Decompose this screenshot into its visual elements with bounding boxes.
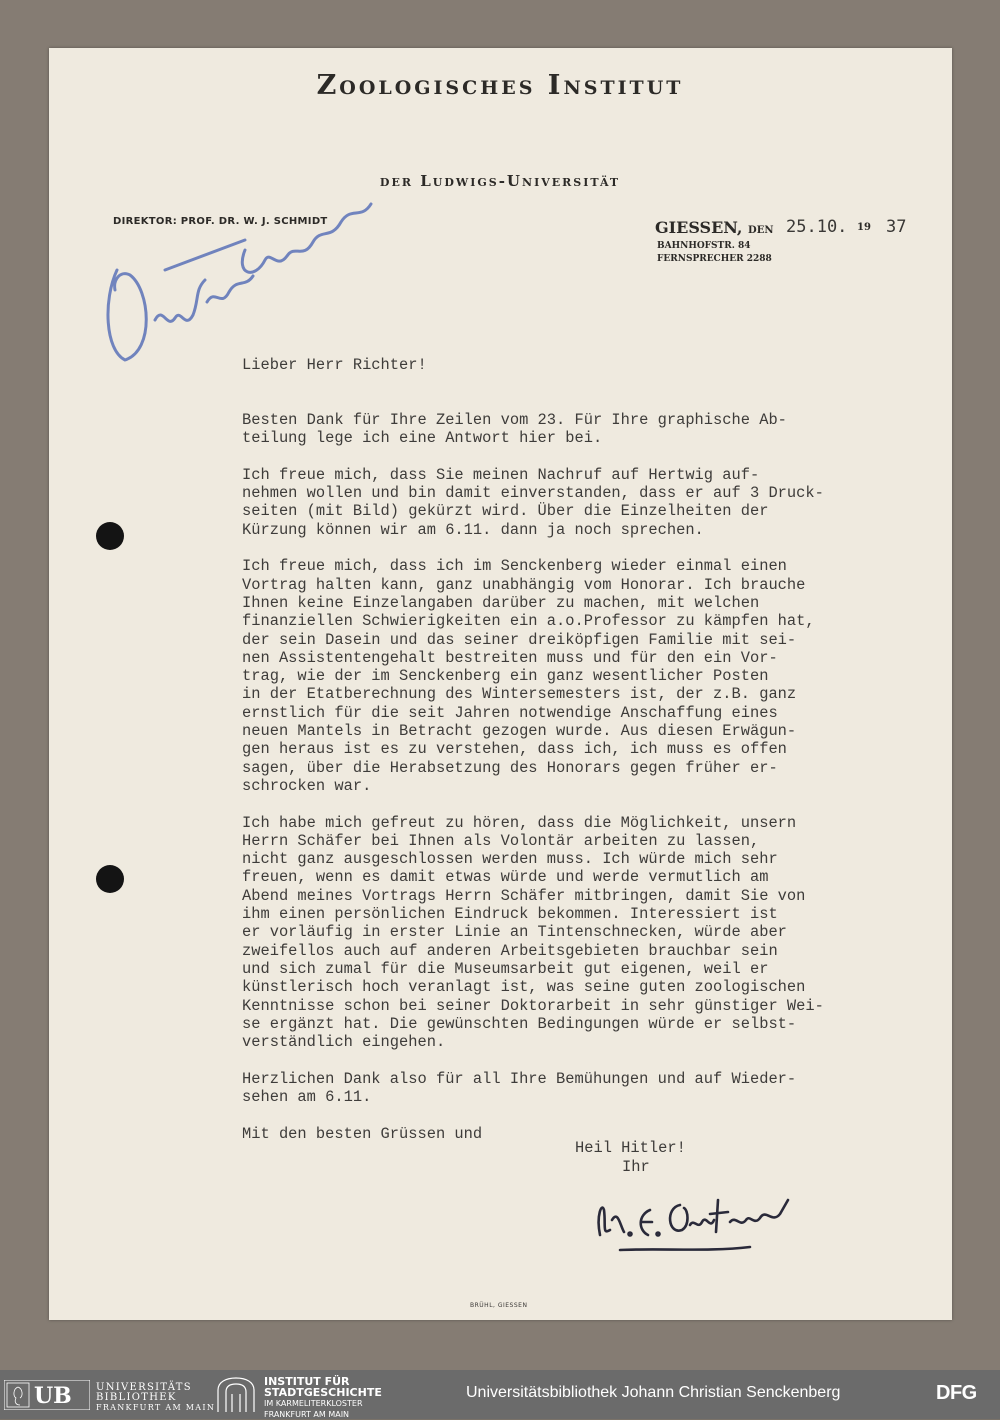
dfg-logo[interactable]: DFG <box>936 1382 977 1404</box>
letterhead-subtitle: der Ludwigs-Universität <box>379 172 621 190</box>
svg-text:UB: UB <box>34 1383 72 1409</box>
signature <box>590 1190 830 1260</box>
ub-logo-text: UNIVERSITÄTS BIBLIOTHEK FRANKFURT AM MAIN <box>96 1382 216 1412</box>
letter-body: Besten Dank für Ihre Zeilen vom 23. Für Ihre graphische Ab- teilung lege ich eine Antwort hier bei. Ich freue mich, dass Sie meinen Nachruf auf Hertwig auf- nehmen wollen und bin damit einverstanden, dass er auf 3 Druck- seiten (mit Bild) gekürzt wird. Über die Einzelheiten der Kürzung können wir am 6.11. dann ja noch sprechen. Ich freue mich, dass ich im Senckenberg wieder einmal einen Vortrag halten kann, ganz unabhängig vom Honorar. Ich brauche Ihnen keine Einzelangaben darüber zu machen, mit welchen finanziellen Schwierigkeiten ein a.o.Professor zu kämpfen hat, der sein Dasein und das seiner dreiköpfigen Familie mit sei- nen Assistentengehalt bestreiten muss und für den ein Vor- trag, wie der im Senckenberg ein ganz wesentlicher Posten in der Etatberechnung des Wintersemesters ist, der z.B. ganz ernstlich für die seit Jahren notwendige Anschaffung eines neuen Mantels in Betracht gezogen wurde. Aus diesen Erwägun- gen heraus ist es zu verstehen, dass ich, ich muss es offen sagen, über die Herabsetzung des Honorars gegen früher er- schrocken war. Ich habe mich gefreut zu hören, dass die Möglichkeit, unsern Herrn Schäfer bei Ihnen als Volontär arbeiten zu lassen, nicht ganz ausgeschlossen werden muss. Ich würde mich sehr freuen, wenn es damit etwas würde und werde vermutlich am Abend meines Vortrags Herrn Schäfer mitbringen, damit Sie von ihm einen persönlichen Eindruck bekommen. Interessiert ist er vorläufig in erster Linie an Tintenschnecken, würde aber zweifellos auch auf anderen Arbeitsgebieten brauchbar sein und sich zumal für die Museumsarbeit gut eigenen, weil er künstlerisch hoch veranlagt ist, was seine guten zoologischen Kenntnisse schon bei seiner Doktorarbeit in sehr günstiger Wei- se ergänzt hat. Die gewünschten Bedingungen würde er selbst- verständlich eingehen. Herzlichen Dank also für all Ihre Bemühungen und auf Wieder- sehen am 6.11. Mit den besten Grüssen und <box>242 411 824 1143</box>
letterhead-street: BAHNHOFSTR. 84 <box>657 241 751 251</box>
punch-hole-bottom <box>96 865 124 893</box>
letter-year-prefix: 19 <box>857 222 871 233</box>
letterhead-phone: FERNSPRECHER 2288 <box>657 254 772 264</box>
handwritten-note <box>95 180 415 370</box>
footer-library-name[interactable]: Universitätsbibliothek Johann Christian Senckenberg <box>466 1384 841 1401</box>
letter-closing-heil: Heil Hitler! <box>575 1139 686 1157</box>
ifs-logo-icon[interactable] <box>214 1376 258 1414</box>
letterhead-city: GIESSEN, DEN <box>655 218 774 237</box>
printer-mark: BRÜHL, GIESSEN <box>470 1302 528 1309</box>
letter-year-suffix: 37 <box>886 217 907 237</box>
footer-bar <box>0 1370 1000 1419</box>
ifs-logo-text: INSTITUT FÜR STADTGESCHICHTE IM KARMELITERKLOSTER FRANKFURT AM MAIN <box>264 1375 382 1419</box>
letter-salutation: Lieber Herr Richter! <box>242 356 427 374</box>
letter-closing-ihr: Ihr <box>622 1158 650 1176</box>
letterhead-address <box>657 240 772 266</box>
ub-logo-icon[interactable] <box>4 1380 90 1410</box>
letterhead-title: Zoologisches Institut <box>316 70 684 101</box>
punch-hole-top <box>96 522 124 550</box>
letterhead-director: DIREKTOR: PROF. DR. W. J. SCHMIDT <box>113 216 328 227</box>
letter-date: 25.10. <box>786 217 848 237</box>
